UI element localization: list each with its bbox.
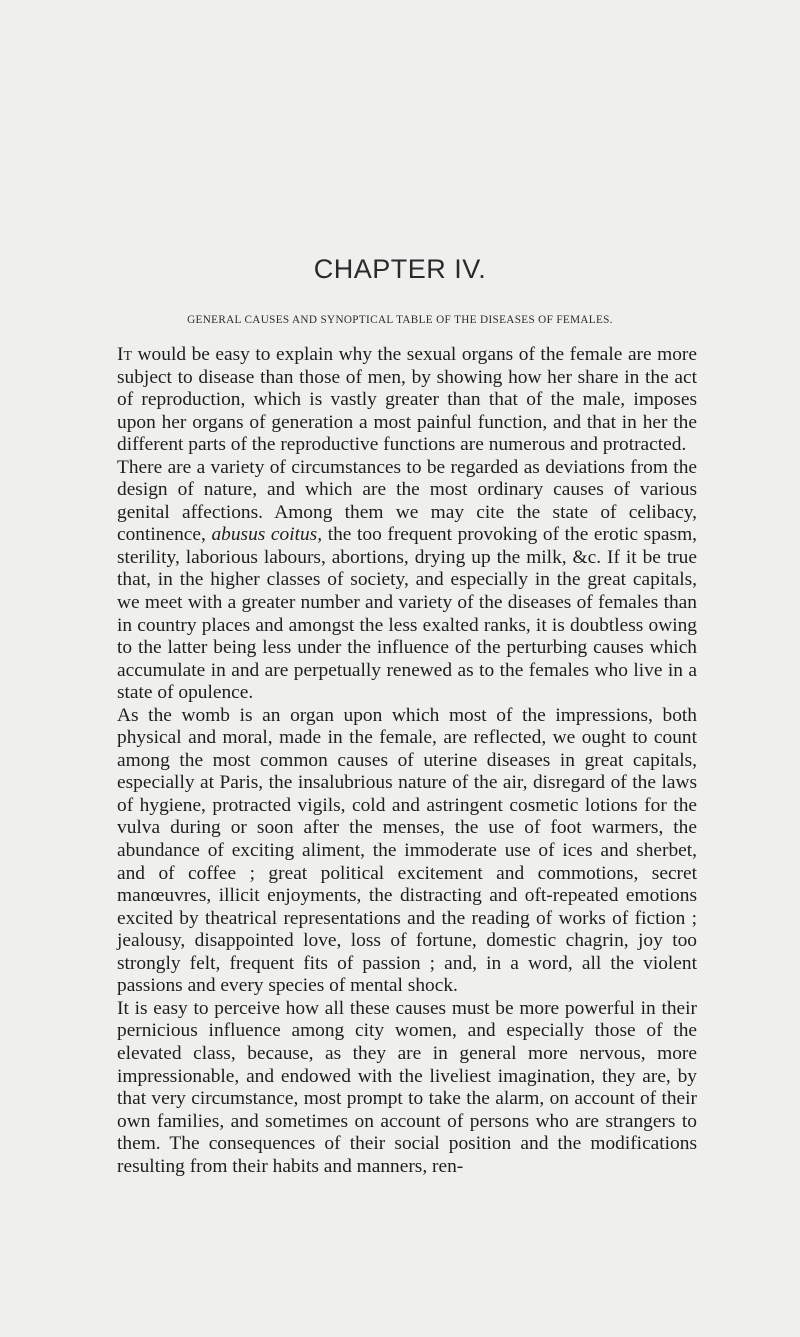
paragraph-text: There are a variety of circumstances to be regarded as deviations from the design of nature, and which are the most ordinary causes of various genital affections. Among them we may cite the state of celibacy, continence, [117, 456, 697, 546]
latin-term: abusus coitus, [211, 524, 323, 546]
body-text [117, 344, 697, 1178]
paragraph-text: It is easy to perceive how all these causes must be more powerful in their pernicious influence among city women, and especially those of the elevated class, because, as they are in general more nervous, more impressionable, and endowed with the liveliest imagination, they are, by that very circumstance, most prompt to take the alarm, on account of their own families, and sometimes on account of persons who are strangers to them. The consequences of their social position and the modifications resulting from their habits and manners, ren- [117, 997, 697, 1177]
paragraph-text: would be easy to explain why the sexual organs of the female are more subject to disease than those of men, by showing how her share in the act of reproduction, which is vastly greater than that of the male, imposes upon her organs of generation a most painful function, and that in her the different parts of the reproductive functions are numerous and protracted. [117, 344, 697, 456]
paragraph-text: As the womb is an organ upon which most of the impressions, both physical and moral, made in the female, are reflected, we ought to count among the most common causes of uterine diseases in great capitals, especially at Paris, the insalubrious nature of the air, disregard of the laws of hygiene, protracted vigils, cold and astringent cosmetic lotions for the vulva during or soon after the menses, the use of foot warmers, the abundance of exciting aliment, the immoderate use of ices and sherbet, and of coffee ; great political excitement and commotions, secret manœuvres, illicit enjoyments, the distracting and oft-repeated emotions excited by theatrical representations and the reading of works of fiction ; jealousy, disappointed love, loss of fortune, domestic chagrin, joy too strongly felt, frequent fits of passion ; and, in a word, all the violent passions and every species of mental shock. [117, 704, 697, 997]
paragraph-lead: It [117, 344, 133, 365]
chapter-title: CHAPTER IV. [313, 254, 487, 284]
paragraph [117, 705, 697, 998]
paragraph [117, 457, 697, 705]
paragraph-text: the too frequent provoking of the erotic spasm, sterility, laborious labours, abortions, drying up the milk, &c. If it be true that, in the higher classes of society, and especially in the great capitals, we meet with a greater number and variety of the diseases of females than in country places and amongst the less exalted ranks, it is doubtless owing to the latter being less under the influence of the perturbing causes which accumulate in and are perpetually renewed as to the females who live in a state of opulence. [117, 524, 697, 704]
paragraph [117, 998, 697, 1178]
paragraph [117, 344, 697, 457]
chapter-subtitle: GENERAL CAUSES AND SYNOPTICAL TABLE OF THE DISEASES OF FEMALES. [187, 314, 613, 326]
